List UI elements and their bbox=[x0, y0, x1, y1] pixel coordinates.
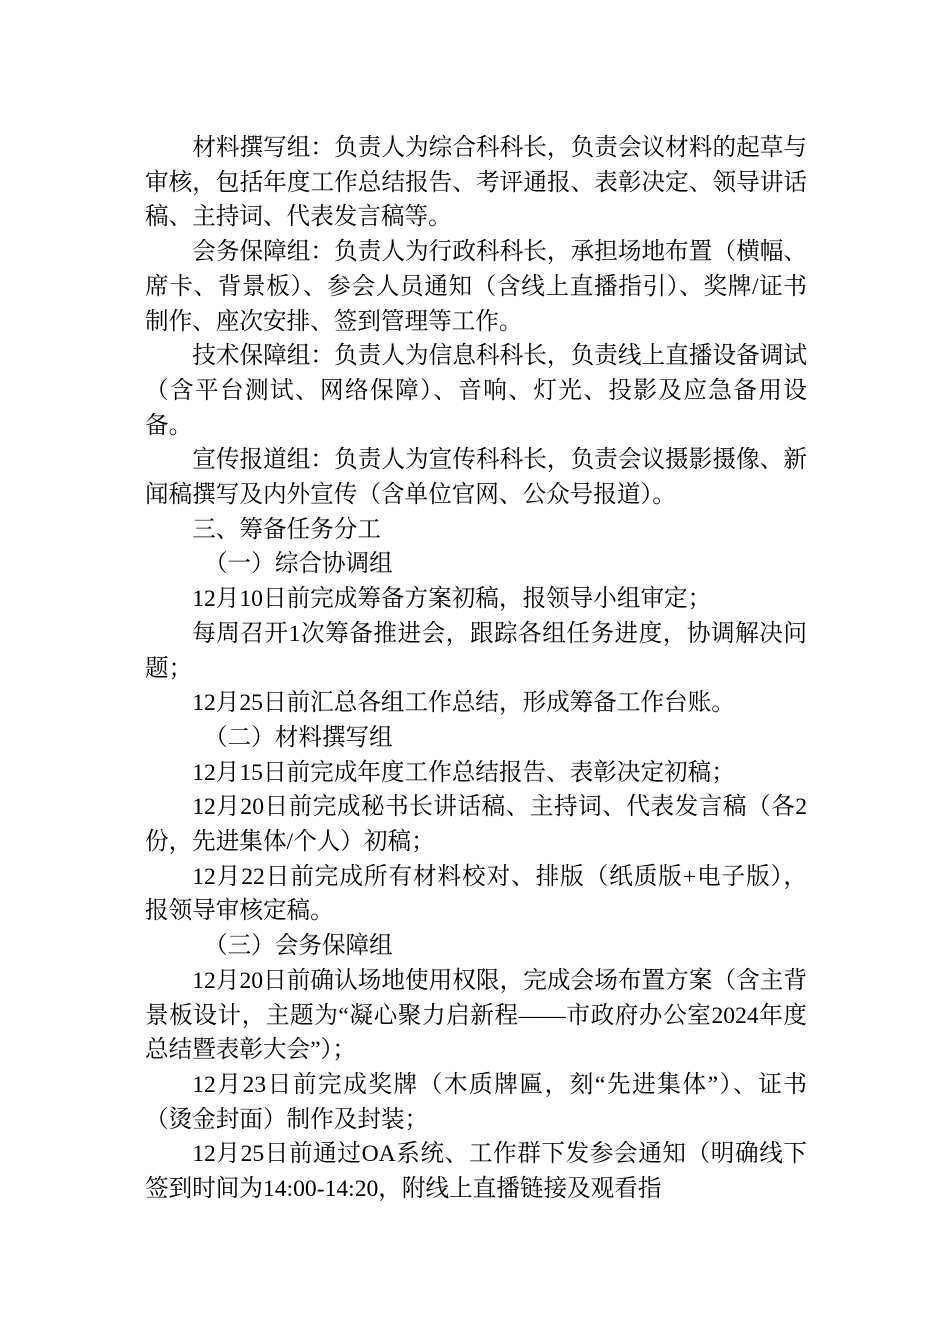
task-item: 12月10日前完成筹备方案初稿，报领导小组审定； bbox=[192, 586, 712, 613]
subheading-coordination-group: （一）综合协调组 bbox=[204, 551, 393, 578]
document-body bbox=[145, 131, 807, 1207]
task-item: 12月25日前通过OA系统、工作群下发参会通知（明确线下签到时间为14:00-14:20，附线上直播链接及观看指 bbox=[145, 1141, 807, 1203]
paragraph-logistics-group: 会务保障组：负责人为行政科科长，承担场地布置（横幅、席卡、背景板）、参会人员通知（含线上直播指引）、奖牌/证书制作、座次安排、签到管理等工作。 bbox=[145, 239, 807, 335]
paragraph-technical-group: 技术保障组：负责人为信息科科长，负责线上直播设备调试（含平台测试、网络保障）、音响、灯光、投影及应急备用设备。 bbox=[145, 343, 807, 439]
task-item: 12月20日前完成秘书长讲话稿、主持词、代表发言稿（各2份，先进集体/个人）初稿； bbox=[145, 794, 807, 856]
task-item: 每周召开1次筹备推进会，跟踪各组任务进度，协调解决问题； bbox=[145, 620, 807, 682]
task-item: 12月23日前完成奖牌（木质牌匾，刻“先进集体”）、证书（烫金封面）制作及封装； bbox=[145, 1071, 807, 1133]
paragraph-publicity-group: 宣传报道组：负责人为宣传科科长，负责会议摄影摄像、新闻稿撰写及内外宣传（含单位官网、公众号报道）。 bbox=[145, 447, 807, 509]
task-item: 12月25日前汇总各组工作总结，形成筹备工作台账。 bbox=[192, 690, 735, 717]
subheading-logistics-group: （三）会务保障组 bbox=[204, 933, 393, 960]
task-item: 12月20日前确认场地使用权限，完成会场布置方案（含主背景板设计，主题为“凝心聚力启新程——市政府办公室2024年度总结暨表彰大会”）； bbox=[145, 967, 807, 1064]
paragraph-materials-group: 材料撰写组：负责人为综合科科长，负责会议材料的起草与审核，包括年度工作总结报告、考评通报、表彰决定、领导讲话稿、主持词、代表发言稿等。 bbox=[145, 135, 807, 231]
subheading-materials-group: （二）材料撰写组 bbox=[204, 724, 393, 751]
section-heading-task-division: 三、筹备任务分工 bbox=[192, 516, 381, 543]
task-item: 12月22日前完成所有材料校对、排版（纸质版+电子版），报领导审核定稿。 bbox=[145, 863, 807, 925]
task-item: 12月15日前完成年度工作总结报告、表彰决定初稿； bbox=[192, 759, 735, 786]
